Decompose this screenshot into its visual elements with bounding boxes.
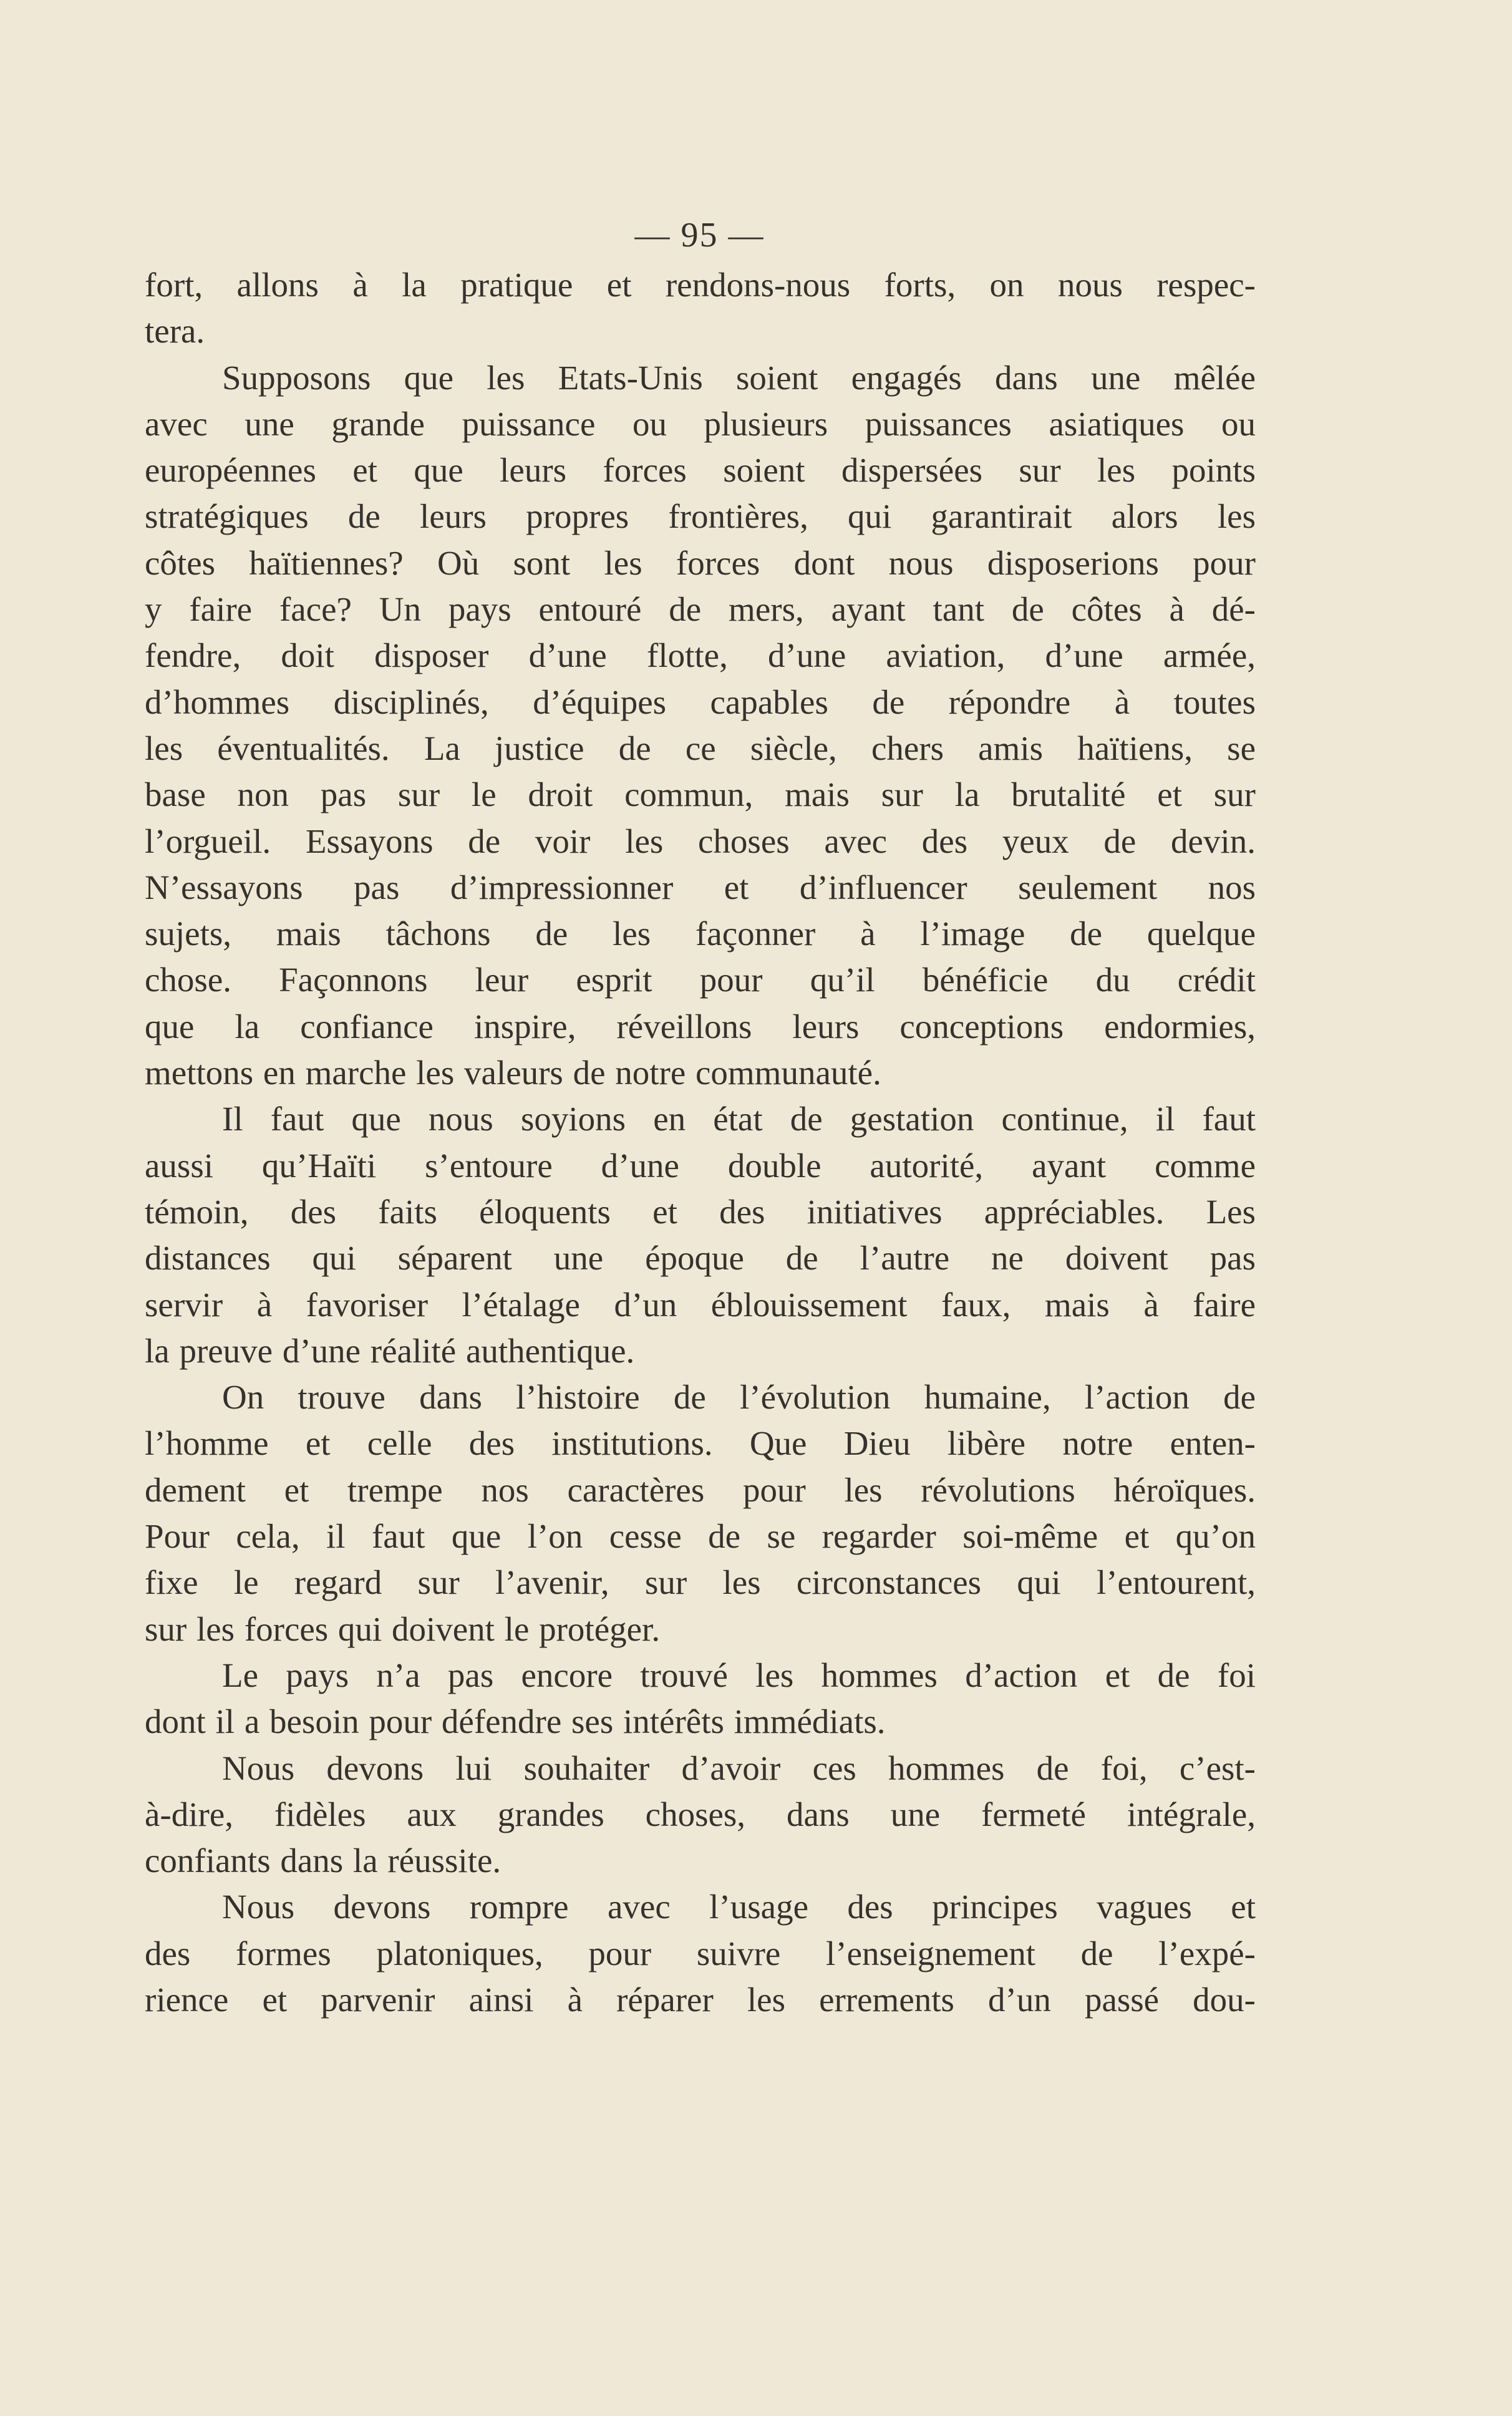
text-line: l’orgueil. Essayons de voir les choses avec des yeux de devin. <box>145 822 1256 860</box>
text-line: côtes haïtiennes? Où sont les forces dont nous disposerions pour <box>145 543 1256 582</box>
text-line: Supposons que les Etats-Unis soient engagés dans une mêlée <box>222 358 1256 397</box>
text-line: européennes et que leurs forces soient dispersées sur les points <box>145 451 1256 490</box>
text-line: avec une grande puissance ou plusieurs puissances asiatiques ou <box>145 404 1256 443</box>
text-line: aussi qu’Haïti s’entoure d’une double autorité, ayant comme <box>145 1146 1256 1185</box>
text-line: servir à favoriser l’étalage d’un éblouissement faux, mais à faire <box>145 1285 1256 1324</box>
text-line: stratégiques de leurs propres frontières, qui garantirait alors les <box>145 497 1256 536</box>
text-line: la preuve d’une réalité authentique. <box>145 1331 635 1370</box>
text-line: l’homme et celle des institutions. Que Dieu libère notre enten- <box>145 1424 1256 1463</box>
text-line: sur les forces qui doivent le protéger. <box>145 1609 661 1648</box>
text-line: fendre, doit disposer d’une flotte, d’une aviation, d’une armée, <box>145 636 1256 675</box>
text-line: rience et parvenir ainsi à réparer les errements d’un passé dou- <box>145 1980 1256 2019</box>
body-text <box>145 262 1256 2023</box>
text-line: Nous devons rompre avec l’usage des principes vagues et <box>222 1888 1256 1926</box>
text-line: des formes platoniques, pour suivre l’enseignement de l’expé- <box>145 1934 1256 1972</box>
text-line: sujets, mais tâchons de les façonner à l’image de quelque <box>145 914 1256 953</box>
text-line: Il faut que nous soyions en état de gestation continue, il faut <box>222 1100 1256 1138</box>
text-line: y faire face? Un pays entouré de mers, ayant tant de côtes à dé- <box>145 590 1256 629</box>
text-line: dont il a besoin pour défendre ses intérêts immédiats. <box>145 1702 886 1741</box>
page-number: — 95 — <box>634 216 765 255</box>
text-line: base non pas sur le droit commun, mais sur la brutalité et sur <box>145 775 1256 814</box>
text-line: Nous devons lui souhaiter d’avoir ces hommes de foi, c’est- <box>222 1749 1256 1787</box>
text-line: fort, allons à la pratique et rendons-nous forts, on nous respec- <box>145 266 1256 304</box>
text-line: confiants dans la réussite. <box>145 1841 502 1880</box>
text-line: fixe le regard sur l’avenir, sur les circonstances qui l’entourent, <box>145 1563 1256 1602</box>
text-line: dement et trempe nos caractères pour les révolutions héroïques. <box>145 1470 1256 1509</box>
text-line: les éventualités. La justice de ce siècle, chers amis haïtiens, se <box>145 729 1256 767</box>
text-line: Pour cela, il faut que l’on cesse de se regarder soi-même et qu’on <box>145 1517 1256 1556</box>
text-line: à-dire, fidèles aux grandes choses, dans une fermeté intégrale, <box>145 1795 1256 1833</box>
text-line: d’hommes disciplinés, d’équipes capables de répondre à toutes <box>145 682 1256 721</box>
text-line: On trouve dans l’histoire de l’évolution humaine, l’action de <box>222 1378 1256 1417</box>
text-line: Le pays n’a pas encore trouvé les hommes d’action et de foi <box>222 1656 1256 1694</box>
text-line: mettons en marche les valeurs de notre communauté. <box>145 1054 881 1092</box>
text-line: chose. Façonnons leur esprit pour qu’il bénéficie du crédit <box>145 961 1256 999</box>
text-line: tera. <box>145 312 205 351</box>
text-line: distances qui séparent une époque de l’autre ne doivent pas <box>145 1239 1256 1278</box>
text-line: que la confiance inspire, réveillons leurs conceptions endormies, <box>145 1007 1256 1045</box>
text-line: témoin, des faits éloquents et des initiatives appréciables. Les <box>145 1192 1256 1231</box>
text-line: N’essayons pas d’impressionner et d’influencer seulement nos <box>145 868 1256 906</box>
